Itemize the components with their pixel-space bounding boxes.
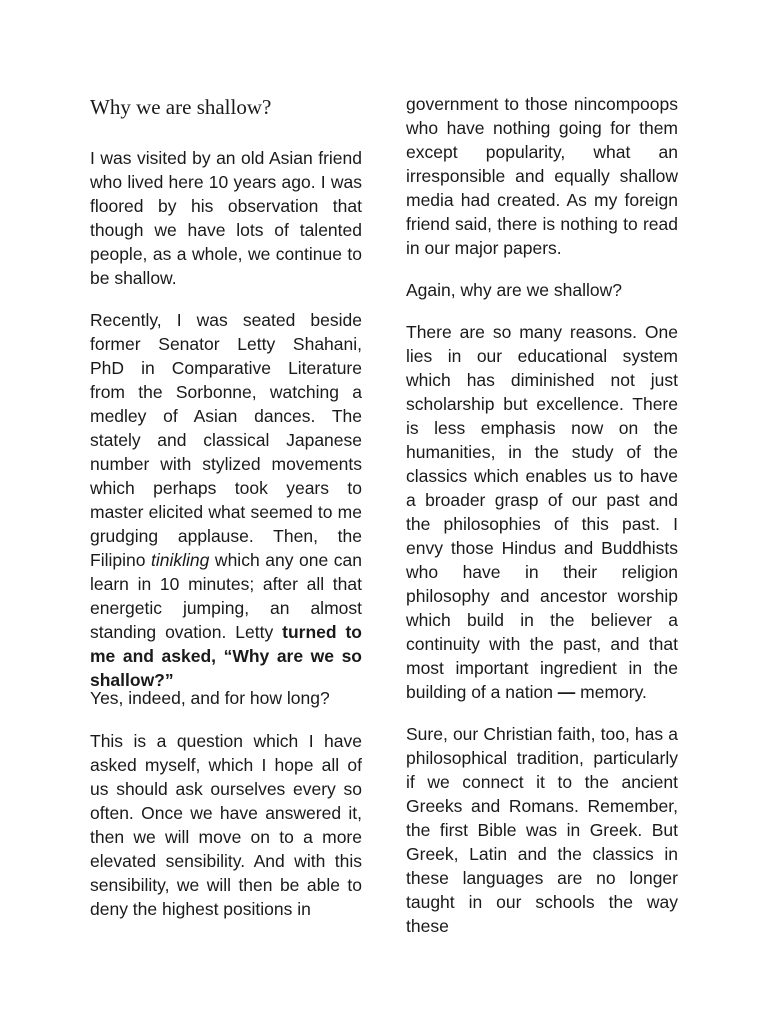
letty-quote: turned to me and asked, “Why are we so shallow?” <box>90 622 362 690</box>
left-paragraph-3: Yes, indeed, and for how long? <box>90 688 330 708</box>
left-paragraph-2 <box>90 308 362 692</box>
left-paragraph-2-text-a: Recently, I was seated beside former Senator Letty Shahani, PhD in Comparative Literature from the Sorbonne, watching a medley of Asian dances. The stately and classical Japanese number with stylized movements which perhaps took years to master elicited what seemed to me grudging applause. Then, the Filipino <box>90 310 362 570</box>
left-paragraph-4: This is a question which I have asked myself, which I hope all of us should ask ourselves every so often. Once we have answered it, then we will move on to a more elevated sensibility. And with this sensibility, we will then be able to deny the highest positions in <box>90 731 362 919</box>
left-paragraph-1: I was visited by an old Asian friend who lived here 10 years ago. I was floored by his observation that though we have lots of talented people, as a whole, we continue to be shallow. <box>90 148 362 288</box>
tinikling-term: tinikling <box>151 550 210 570</box>
right-paragraph-2: Again, why are we shallow? <box>406 280 622 300</box>
right-paragraph-3-text-b: memory. <box>575 682 647 702</box>
left-paragraph-2-text-b: which any one can learn in 10 minutes; after all that energetic jumping, an almost standing ovation. Letty <box>90 550 362 642</box>
em-dash: — <box>557 682 576 702</box>
right-paragraph-3 <box>406 320 678 704</box>
article-title: Why we are shallow? <box>90 95 272 119</box>
right-paragraph-4: Sure, our Christian faith, too, has a philosophical tradition, particularly if we connect it to the ancient Greeks and Romans. Remember, the first Bible was in Greek. But Greek, Latin and the classics in these languages are no longer taught in our schools the way these <box>406 724 678 936</box>
right-paragraph-1: government to those nincompoops who have nothing going for them except popularity, what an irresponsible and equally shallow media had created. As my foreign friend said, there is nothing to read in our major papers. <box>406 94 678 258</box>
right-paragraph-3-text-a: There are so many reasons. One lies in our educational system which has diminished not just scholarship but excellence. There is less emphasis now on the humanities, in the study of the classics which enables us to have a broader grasp of our past and the philosophies of this past. I envy those Hindus and Buddhists who have in their religion philosophy and ancestor worship which build in the believer a continuity with the past, and that most important ingredient in the building of a nation <box>406 322 678 702</box>
